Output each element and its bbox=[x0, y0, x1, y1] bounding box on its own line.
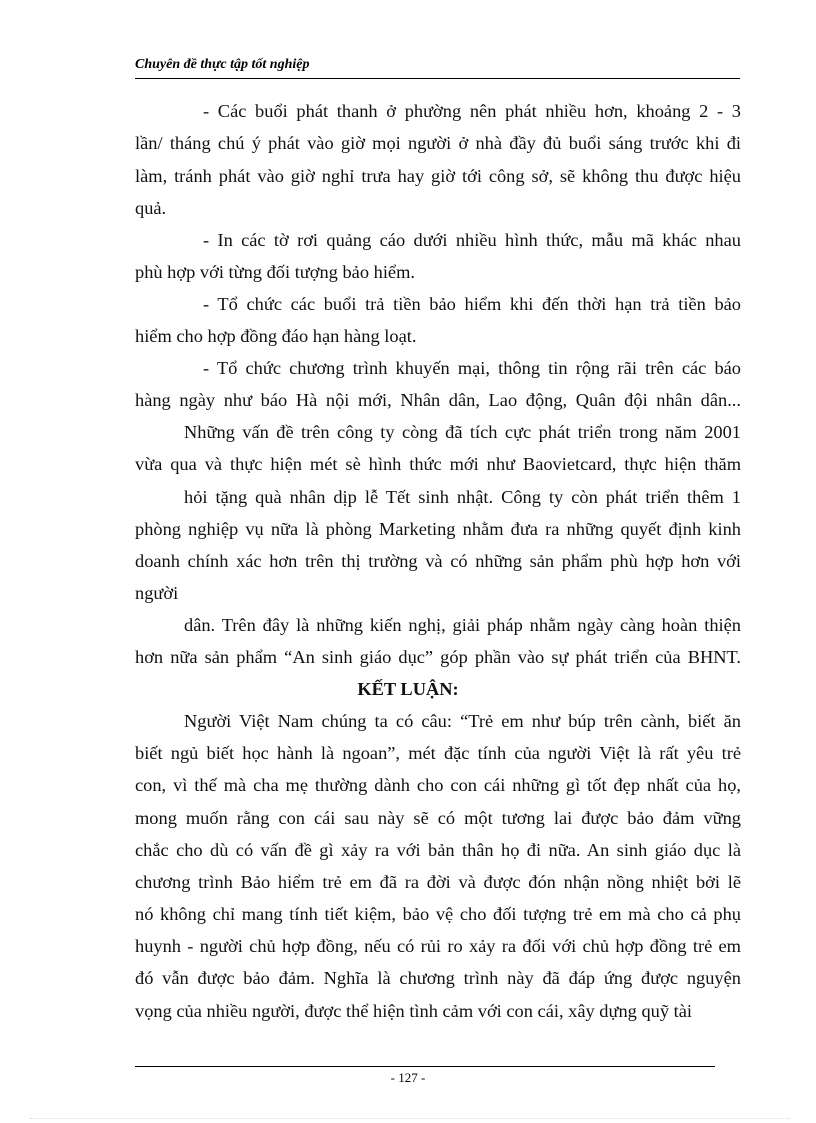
body-line: hỏi tặng quà nhân dịp lễ Tết sinh nhật. Công ty còn phát triển thêm 1 bbox=[184, 487, 741, 507]
body-line: dân. Trên đây là những kiến nghị, giải pháp nhằm ngày càng hoàn thiện bbox=[184, 615, 741, 635]
body-line: làm, tránh phát vào giờ nghỉ trưa hay giờ tới công sở, sẽ không thu được hiệu bbox=[135, 166, 741, 186]
body-line: - Tổ chức các buổi trả tiền bảo hiểm khi đến thời hạn trả tiền bảo bbox=[203, 294, 741, 314]
body-line: hiểm cho hợp đồng đáo hạn hàng loạt. bbox=[135, 326, 417, 346]
body-line: phù hợp với từng đối tượng bảo hiểm. bbox=[135, 262, 415, 282]
conclusion-line: mong muốn rằng con cái sau này sẽ có một tương lai được bảo đảm vững bbox=[135, 808, 741, 828]
footer-divider bbox=[135, 1066, 715, 1067]
header-divider bbox=[135, 78, 740, 79]
conclusion-line: biết ngủ biết học hành là ngoan”, mét đặc tính của người Việt là rất yêu trẻ bbox=[135, 743, 741, 763]
body-line: - Tổ chức chương trình khuyến mại, thông tin rộng rãi trên các báo bbox=[203, 358, 741, 378]
section-heading: KẾT LUẬN: bbox=[357, 679, 459, 699]
conclusion-line: nó không chỉ mang tính tiết kiệm, bảo vệ cho đối tượng trẻ em mà cho cả phụ bbox=[135, 904, 741, 924]
body-line: lần/ tháng chú ý phát vào giờ mọi người ở nhà đầy đủ buổi sáng trước khi đi bbox=[135, 133, 741, 153]
body-line: - Các buổi phát thanh ở phường nên phát nhiều hơn, khoảng 2 - 3 bbox=[203, 101, 741, 121]
body-line: hàng ngày như báo Hà nội mới, Nhân dân, Lao động, Quân đội nhân dân... bbox=[135, 390, 741, 410]
conclusion-line: vọng của nhiều người, được thể hiện tình cảm với con cái, xây dựng quỹ tài bbox=[135, 1001, 693, 1021]
page-edge bbox=[30, 1118, 790, 1119]
conclusion-line: chắc cho dù có vấn đề gì xảy ra với bản thân họ đi nữa. An sinh giáo dục là bbox=[135, 840, 741, 860]
conclusion-line: con, vì thế mà cha mẹ thường dành cho con cái những gì tốt đẹp nhất của họ, bbox=[135, 775, 741, 795]
body-line: - In các tờ rơi quảng cáo dưới nhiều hình thức, mẫu mã khác nhau bbox=[203, 230, 741, 250]
body-line: người bbox=[135, 583, 179, 603]
conclusion-line: huynh - người chủ hợp đồng, nếu có rủi ro xảy ra đối với chủ hợp đồng trẻ em bbox=[135, 936, 741, 956]
body-line: vừa qua và thực hiện mét sè hình thức mới như Baovietcard, thực hiện thăm bbox=[135, 454, 741, 474]
body-line: Những vấn đề trên công ty còng đã tích cực phát triển trong năm 2001 bbox=[184, 422, 741, 442]
body-line: doanh chính xác hơn trên thị trường và có những sản phẩm phù hợp hơn với bbox=[135, 551, 741, 571]
body-line: phòng nghiệp vụ nữa là phòng Marketing nhằm đưa ra những quyết định kinh bbox=[135, 519, 741, 539]
conclusion-line: chương trình Bảo hiểm trẻ em đã ra đời và được đón nhận nồng nhiệt bởi lẽ bbox=[135, 872, 741, 892]
conclusion-line: Người Việt Nam chúng ta có câu: “Trẻ em như búp trên cành, biết ăn bbox=[184, 711, 741, 731]
page-number: - 127 - bbox=[390, 1070, 426, 1085]
body-line: hơn nữa sản phẩm “An sinh giáo dục” góp phần vào sự phát triển của BHNT. bbox=[135, 647, 741, 667]
body-line: quả. bbox=[135, 198, 167, 218]
running-header: Chuyên đề thực tập tốt nghiệp bbox=[135, 57, 310, 72]
conclusion-line: đó vẫn được bảo đảm. Nghĩa là chương trình này đã đáp ứng được nguyện bbox=[135, 968, 741, 988]
